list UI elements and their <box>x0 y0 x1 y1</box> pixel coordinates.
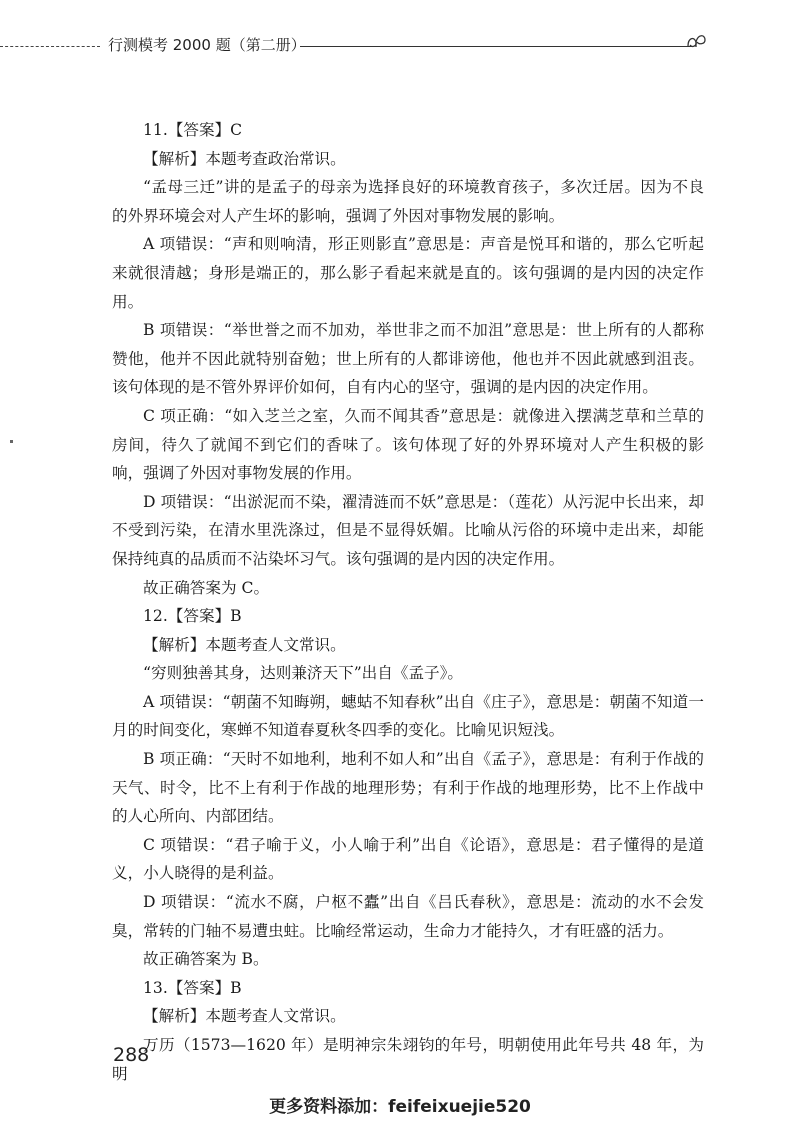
answer-line: 13.【答案】B <box>143 978 242 997</box>
body-paragraph: 故正确答案为 B。 <box>143 950 269 969</box>
body-paragraph: 万历（1573—1620 年）是明神宗朱翊钧的年号，明朝使用此年号共 48 年，为明 <box>112 1036 704 1083</box>
answer-line: 11.【答案】C <box>143 121 243 139</box>
margin-dot <box>10 440 13 443</box>
body-paragraph: A 项错误：“朝菌不知晦朔，蟪蛄不知春秋”出自《庄子》，意思是：朝菌不知道一月的时间变化，寒蝉不知道春夏秋冬四季的变化。比喻见识短浅。 <box>112 692 704 740</box>
analysis-line: 【解析】本题考查人文常识。 <box>143 635 346 654</box>
body-paragraph: D 项错误：“流水不腐，户枢不蠹”出自《吕氏春秋》，意思是：流动的水不会发臭，常转的门轴不易遭虫蛀。比喻经常运动，生命力才能持久，才有旺盛的活力。 <box>112 893 704 940</box>
footer-note: 更多资料添加：feifeixuejie520 <box>269 1097 531 1117</box>
body-paragraph: C 项正确：“如入芝兰之室，久而不闻其香”意思是：就像进入摆满芝草和兰草的房间，待久了就闻不到它们的香味了。该句体现了好的外界环境对人产生积极的影响，强调了外因对事物发展的作用。 <box>112 406 704 483</box>
body-paragraph: 故正确答案为 C。 <box>143 578 270 597</box>
body-paragraph: D 项错误：“出淤泥而不染，濯清涟而不妖”意思是：（莲花）从污泥中长出来，却不受到污染，在清水里洗涤过，但是不显得妖媚。比喻从污俗的环境中走出来，却能保持纯真的品质而不沾染坏习气。该句强调的是内因的决定作用。 <box>112 492 704 568</box>
body-paragraph: C 项错误：“君子喻于义，小人喻于利”出自《论语》，意思是：君子懂得的是道义，小人晓得的是利益。 <box>112 835 704 883</box>
header-title: 行测模考 2000 题（第二册） <box>108 36 306 54</box>
sprout-icon <box>684 28 708 58</box>
body-paragraph: “孟母三迁”讲的是孟子的母亲为选择良好的环境教育孩子，多次迁居。因为不良的外界环境会对人产生坏的影响，强调了外因对事物发展的影响。 <box>112 178 704 225</box>
page-body <box>112 116 704 1088</box>
analysis-line: 【解析】本题考查人文常识。 <box>143 1007 346 1026</box>
body-paragraph: B 项正确：“天时不如地利，地利不如人和”出自《孟子》，意思是：有利于作战的天气、时令，比不上有利于作战的地理形势；有利于作战的地理形势，比不上作战中的人心所向、内部团结。 <box>112 750 704 826</box>
body-paragraph: A 项错误：“声和则响清，形正则影直”意思是：声音是悦耳和谐的，那么它听起来就很清越；身形是端正的，那么影子看起来就是直的。该句强调的是内因的决定作用。 <box>112 235 704 311</box>
body-paragraph: B 项错误：“举世誉之而不加劝，举世非之而不加沮”意思是：世上所有的人都称赞他，他并不因此就特别奋勉；世上所有的人都诽谤他，他也并不因此就感到沮丧。该句体现的是不管外界评价如何，自有内心的坚守，强调的是内因的决定作用。 <box>112 321 704 397</box>
page-number: 288 <box>113 1044 150 1066</box>
header-rule-left <box>0 46 100 47</box>
analysis-line: 【解析】本题考查政治常识。 <box>143 149 346 168</box>
body-paragraph: “穷则独善其身，达则兼济天下”出自《孟子》。 <box>143 664 464 683</box>
running-header <box>0 28 800 58</box>
header-rule-right <box>300 46 692 47</box>
answer-line: 12.【答案】B <box>143 607 242 626</box>
